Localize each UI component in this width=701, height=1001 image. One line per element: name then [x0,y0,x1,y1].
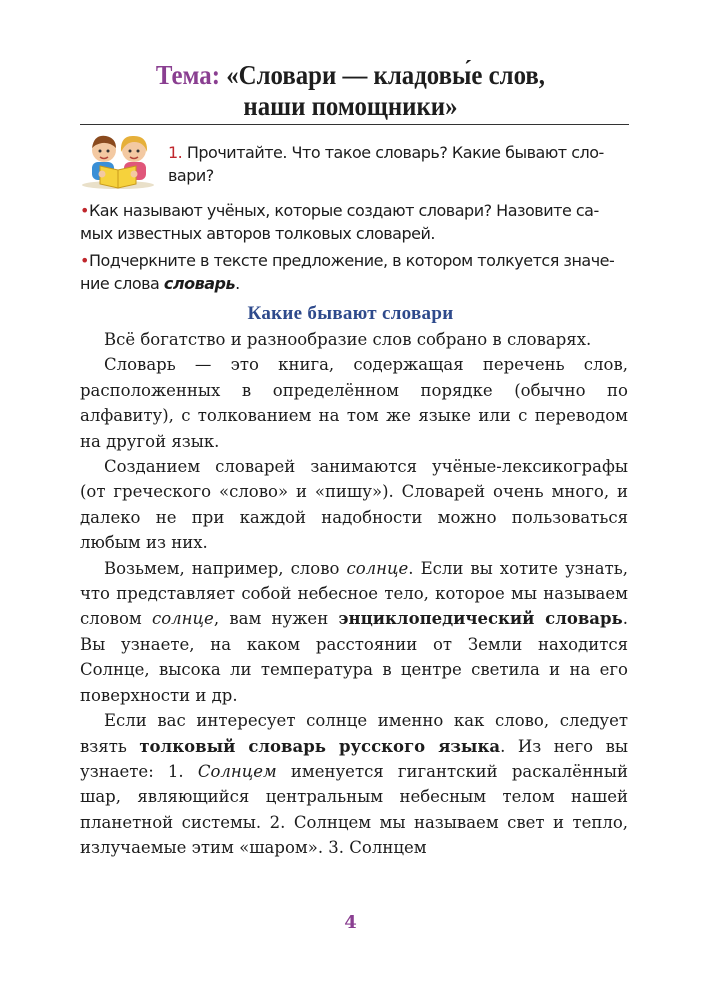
p4-part-a: Возьмем, например, слово [104,558,347,578]
p5-part-e: именуется гигантский раскалённый шар, являющийся центральным небесным телом нашей планетной системы. 2. Солнцем мы называем свет и тепло, излучаемые этим «шаром». 3. Солнцем [80,761,628,858]
p4-italic-word-1: солнце [346,558,409,578]
paragraph-2: Словарь — это книга, содержащая перечень слов, расположенных в определённом порядке (обычно по алфавиту), с толкованием на том же языке или с переводом на другой язык. [80,355,628,451]
p4-part-g: . Вы узнаете, на каком расстоянии от Земли находится Солнце, высока ли температура в центре светила и на его поверхности и др. [80,609,628,705]
task-q2-line-2: мых известных авторов толковых словарей. [80,224,435,243]
title-line-1: «Словари — кладовы́е слов, [226,60,546,90]
paragraph-3: Созданием словарей занимаются учёные-лексикографы (от греческого «слово» и «пишу»). Словарей очень много, и далеко не при каждой надобности можно пользоваться любым из них. [80,457,628,553]
paragraph-4 [80,556,628,708]
section-heading: Какие бывают словари [247,303,454,324]
p5-italic-word: Солнцем [197,761,277,781]
task-number: 1. [168,143,183,162]
p5-bold-term: толковый словарь русского языка [139,736,501,756]
p4-bold-term: энциклопедический словарь [338,609,623,629]
task-q1-line-1: Прочитайте. Что такое словарь? Какие бывают сло- [186,143,604,162]
task-question-3 [80,249,630,295]
bullet-icon: • [80,201,89,220]
p5-part-c: . Из него вы узнаете: 1. [80,736,628,781]
task-question-2 [80,199,630,245]
children-reading-book-icon [78,130,158,190]
title-divider [80,124,629,125]
task-q1-line-2: вари? [168,166,214,185]
task-q3-end: . [235,274,240,293]
title-line-2: наши помощники» [243,91,458,121]
body-text [80,327,628,861]
task-q3-keyword: словарь [163,274,236,293]
title-lead: Тема: [155,60,221,90]
page-title [28,60,673,122]
p4-part-c: . Если вы хотите узнать, что представляет собой небесное тело, которое мы называем словом [80,558,628,629]
p4-part-e: , вам нужен [213,609,339,629]
task-question-1 [168,141,630,187]
paragraph-5 [80,708,628,860]
bullet-icon: • [80,251,89,270]
p5-part-a: Если вас интересует солнце именно как слово, следует взять [80,711,628,756]
task-q3-line-2: ние слова [80,274,164,293]
p4-italic-word-2: солнце [151,609,214,629]
task-q2-line-1: Как называют учёных, которые создают словари? Назовите са- [88,201,599,220]
page-number: 4 [344,912,357,933]
task-q3-line-1: Подчеркните в тексте предложение, в котором толкуется значе- [88,251,615,270]
paragraph-1: Всё богатство и разнообразие слов собрано в словарях. [104,330,592,349]
